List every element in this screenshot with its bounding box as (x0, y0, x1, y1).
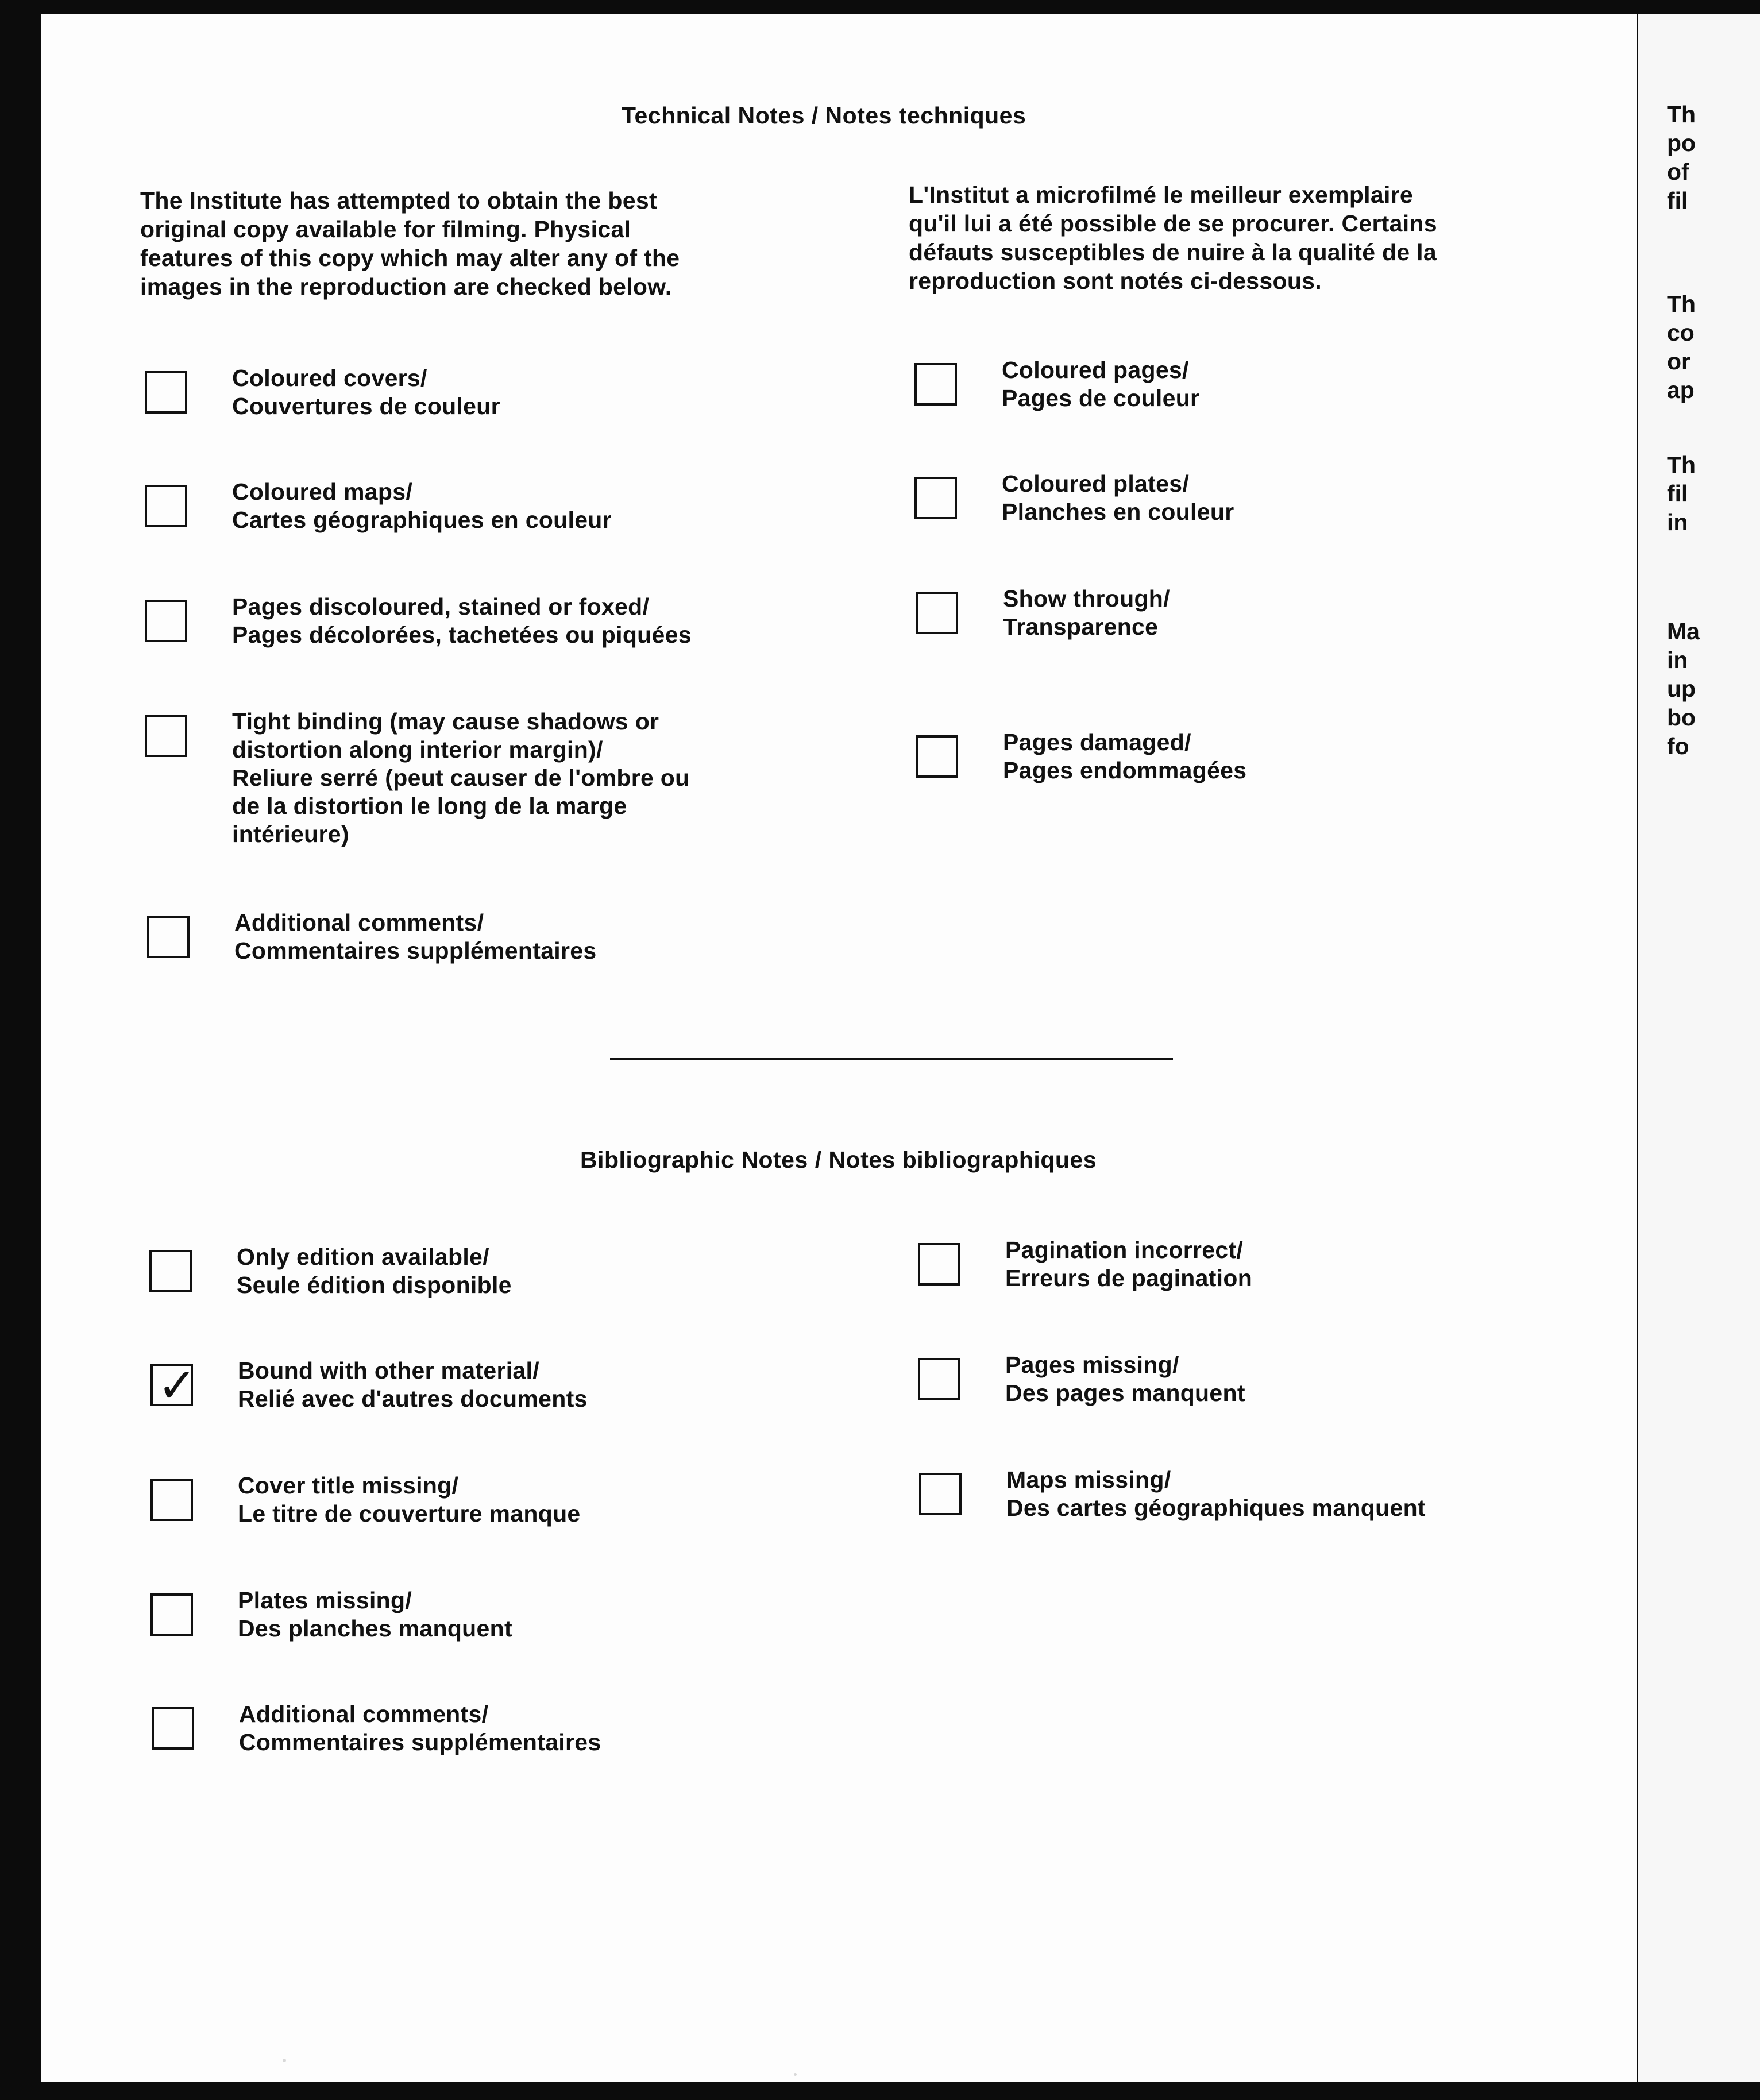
option-label: Pages discoloured, stained or foxed/ Pages décolorées, tachetées ou piquées (232, 593, 692, 648)
intro-en-line: images in the reproduction are checked below. (140, 273, 672, 300)
checkbox[interactable] (916, 592, 958, 634)
intro-en-line: features of this copy which may alter any of the (140, 245, 680, 271)
fragment: Ma (1667, 618, 1700, 644)
option-label: Additional comments/ Commentaires supplémentaires (239, 1701, 601, 1755)
fragment: up (1667, 675, 1696, 702)
fragment: in (1667, 647, 1688, 673)
fragment: fo (1667, 733, 1689, 759)
checkbox[interactable] (919, 1473, 962, 1515)
fragment: po (1667, 130, 1696, 156)
scan-speck (794, 2073, 797, 2076)
checkbox[interactable] (918, 1243, 960, 1286)
fragment: fil (1667, 480, 1688, 507)
intro-fr-line: L'Institut a microfilmé le meilleur exemplaire (909, 182, 1414, 208)
technical-intro-english (140, 186, 680, 301)
fragment: ap (1667, 377, 1695, 403)
option-label: Cover title missing/ Le titre de couverture manque (238, 1472, 581, 1527)
intro-fr-line: qu'il lui a été possible de se procurer. Certains (909, 210, 1437, 237)
adjacent-page-edge (1638, 14, 1760, 2082)
bibliographic-notes-title: Bibliographic Notes / Notes bibliographiques (580, 1146, 1097, 1173)
fragment: Th (1667, 101, 1696, 128)
fragment: co (1667, 319, 1695, 346)
checkbox[interactable] (918, 1358, 960, 1400)
option-label: Only edition available/ Seule édition disponible (237, 1244, 512, 1298)
option-label: Bound with other material/ Relié avec d'autres documents (238, 1357, 588, 1412)
checkbox[interactable] (914, 477, 957, 519)
fragment: Th (1667, 291, 1696, 317)
fragment: in (1667, 509, 1688, 535)
scan-speck (283, 2059, 286, 2062)
check-mark-icon: ✓ (157, 1358, 197, 1413)
intro-en-line: The Institute has attempted to obtain the best (140, 187, 657, 214)
checkbox-checked[interactable] (150, 1358, 197, 1413)
option-label: Plates missing/ Des planches manquent (238, 1587, 512, 1642)
checkbox[interactable] (152, 1707, 194, 1750)
fragment: bo (1667, 704, 1696, 731)
checkbox[interactable] (150, 1479, 193, 1521)
option-label: Pages missing/ Des pages manquent (1005, 1352, 1245, 1406)
checkbox[interactable] (916, 735, 958, 778)
checkbox[interactable] (145, 371, 187, 414)
intro-fr-line: reproduction sont notés ci-dessous. (909, 268, 1322, 294)
intro-fr-line: défauts susceptibles de nuire à la qualité de la (909, 239, 1437, 265)
option-label: Tight binding (may cause shadows or distortion along interior margin)/ Reliure serré (peut causer de l'ombre ou de la distortion le long de la marge intérieure) (232, 708, 690, 847)
section-divider (610, 1058, 1173, 1060)
notes-page (41, 14, 1637, 2082)
checkbox[interactable] (145, 485, 187, 527)
fragment: fil (1667, 187, 1688, 214)
checkbox[interactable] (145, 715, 187, 757)
option-label: Coloured pages/ Pages de couleur (1002, 357, 1200, 411)
technical-intro-french (909, 180, 1437, 295)
option-label: Coloured plates/ Planches en couleur (1002, 470, 1234, 525)
intro-en-line: original copy available for filming. Physical (140, 216, 631, 242)
checkbox[interactable] (147, 916, 190, 958)
option-label: Pages damaged/ Pages endommagées (1003, 729, 1247, 783)
fragment: of (1667, 159, 1689, 185)
technical-notes-title: Technical Notes / Notes techniques (622, 102, 1026, 129)
fragment: Th (1667, 451, 1696, 478)
checkbox[interactable] (150, 1593, 193, 1636)
checkbox[interactable] (914, 363, 957, 406)
option-label: Maps missing/ Des cartes géographiques manquent (1006, 1466, 1426, 1521)
checkbox[interactable] (145, 600, 187, 642)
option-label: Pagination incorrect/ Erreurs de pagination (1005, 1237, 1253, 1291)
option-label: Coloured covers/ Couvertures de couleur (232, 365, 500, 419)
option-label: Show through/ Transparence (1003, 585, 1170, 640)
option-label: Coloured maps/ Cartes géographiques en couleur (232, 478, 612, 533)
fragment: or (1667, 348, 1690, 375)
checkbox[interactable] (149, 1250, 192, 1292)
option-label: Additional comments/ Commentaires supplémentaires (234, 909, 597, 964)
